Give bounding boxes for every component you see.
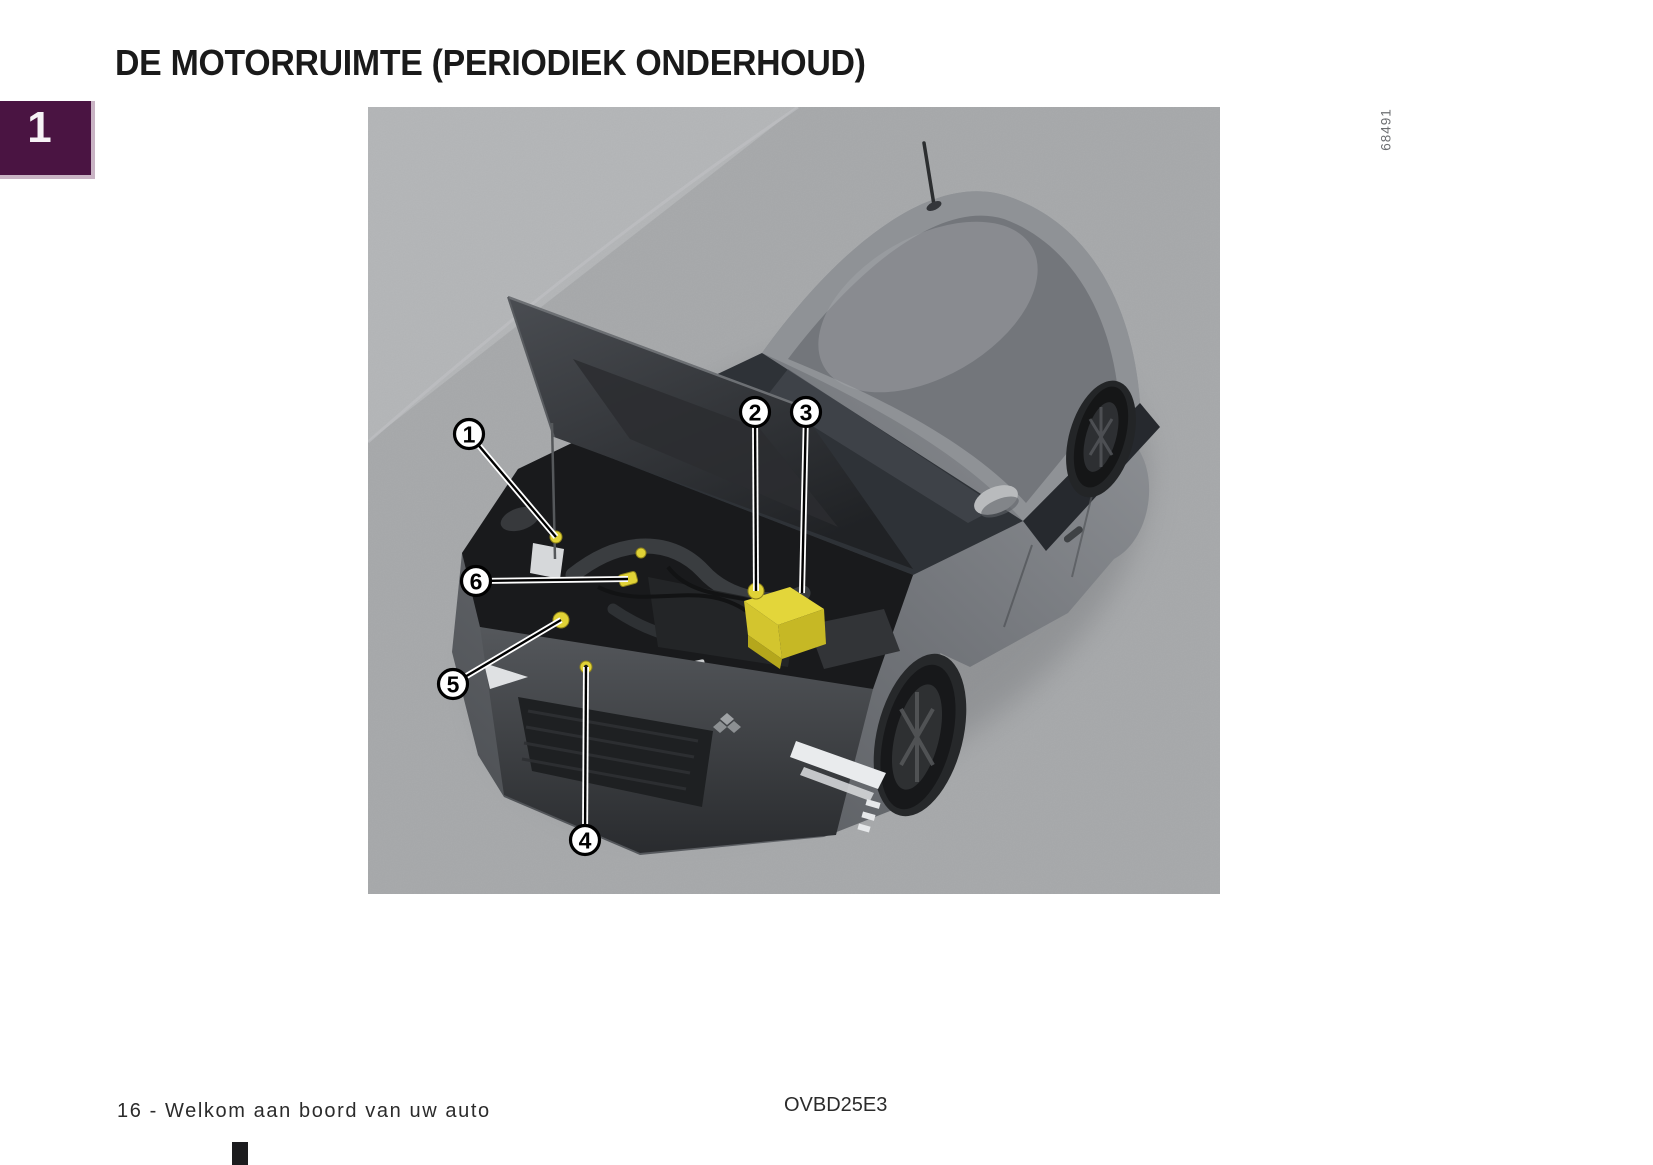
- print-registration-mark: [232, 1142, 248, 1165]
- page-title: DE MOTORRUIMTE (PERIODIEK ONDERHOUD): [115, 42, 866, 83]
- callout-number-3: 3: [799, 399, 813, 426]
- callout-number-5: 5: [446, 671, 460, 698]
- engine-bay-figure: [368, 107, 1220, 894]
- callout-number-2: 2: [748, 399, 762, 426]
- footer-document-code: OVBD25E3: [784, 1094, 888, 1116]
- chapter-number: 1: [27, 103, 52, 152]
- washer-reservoir: [530, 543, 564, 579]
- highlight-extra-cap: [636, 548, 646, 558]
- callout-number-1: 1: [462, 421, 476, 448]
- leader-line: [755, 412, 756, 591]
- callout-number-4: 4: [578, 827, 592, 854]
- engine-bay-illustration: [368, 107, 1220, 894]
- figure-reference-number: 68491: [1378, 108, 1394, 151]
- footer-page-label: 16 - Welkom aan boord van uw auto: [117, 1100, 491, 1122]
- callout-number-6: 6: [469, 568, 483, 595]
- chapter-tab: [0, 101, 95, 179]
- leader-line: [585, 667, 586, 840]
